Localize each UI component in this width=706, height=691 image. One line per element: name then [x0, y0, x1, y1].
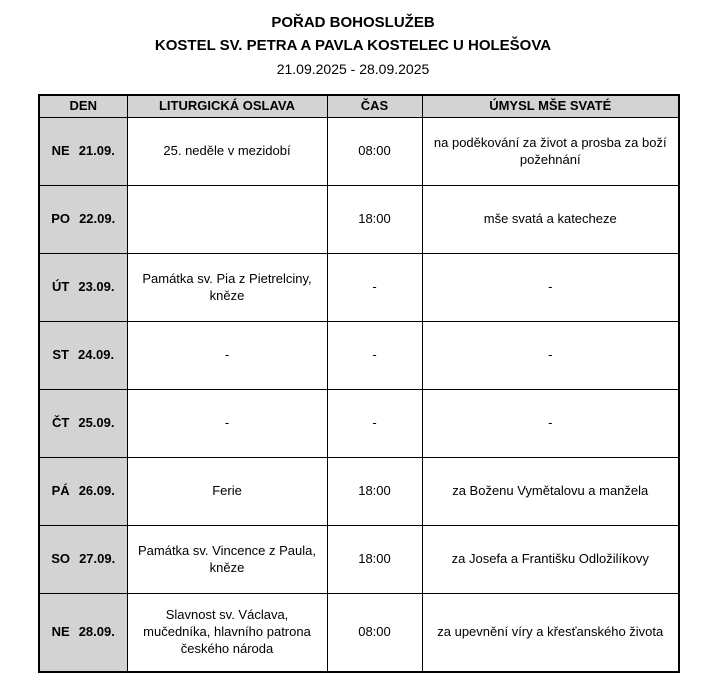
- day-abbrev: SO: [51, 551, 71, 567]
- intention-cell: za Josefa a Františku Odložilíkovy: [422, 526, 679, 594]
- day-abbrev: PÁ: [51, 483, 70, 499]
- day-cell: [39, 254, 127, 322]
- time-cell: -: [327, 322, 422, 390]
- time-cell: 18:00: [327, 186, 422, 254]
- day-cell: [39, 186, 127, 254]
- day-date: 24.09.: [77, 347, 115, 363]
- celebration-cell: [127, 186, 327, 254]
- day-abbrev: ST: [52, 347, 69, 363]
- page-title: POŘAD BOHOSLUŽEB: [271, 14, 435, 31]
- table-row-so-27: [39, 526, 679, 594]
- intention-cell: za Boženu Vymětalovu a manžela: [422, 458, 679, 526]
- day-date: 22.09.: [79, 211, 116, 227]
- time-cell: 18:00: [327, 526, 422, 594]
- table-row-ut-23: [39, 254, 679, 322]
- day-cell: [39, 118, 127, 186]
- celebration-cell: Památka sv. Vincence z Paula, kněze: [127, 526, 327, 594]
- intention-cell: -: [422, 322, 679, 390]
- day-cell: [39, 594, 127, 672]
- day-abbrev: PO: [51, 211, 71, 227]
- table-row-po-22: [39, 186, 679, 254]
- celebration-cell: Slavnost sv. Václava, mučedníka, hlavního patrona českého národa: [127, 594, 327, 672]
- day-abbrev: NE: [51, 623, 70, 639]
- column-header-cas: ČAS: [327, 95, 422, 118]
- table-row-ct-25: [39, 390, 679, 458]
- day-cell: [39, 458, 127, 526]
- day-date: 28.09.: [78, 623, 115, 639]
- table-row-st-24: [39, 322, 679, 390]
- time-cell: 08:00: [327, 118, 422, 186]
- date-range: 21.09.2025 - 28.09.2025: [276, 61, 430, 77]
- day-date: 26.09.: [78, 483, 115, 499]
- intention-cell: na poděkování za život a prosba za boží požehnání: [422, 118, 679, 186]
- day-date: 21.09.: [78, 143, 115, 159]
- schedule-table: [38, 94, 680, 673]
- intention-cell: mše svatá a katecheze: [422, 186, 679, 254]
- day-date: 23.09.: [78, 279, 115, 295]
- intention-cell: -: [422, 390, 679, 458]
- celebration-cell: Památka sv. Pia z Pietrelciny, kněze: [127, 254, 327, 322]
- table-row-pa-26: [39, 458, 679, 526]
- table-row-ne-28: [39, 594, 679, 672]
- intention-cell: -: [422, 254, 679, 322]
- day-abbrev: ÚT: [52, 279, 70, 295]
- day-date: 25.09.: [78, 415, 115, 431]
- celebration-cell: 25. neděle v mezidobí: [127, 118, 327, 186]
- day-date: 27.09.: [79, 551, 116, 567]
- celebration-cell: -: [127, 390, 327, 458]
- table-header-row: [39, 95, 679, 118]
- day-cell: [39, 526, 127, 594]
- column-header-liturgicka-oslava: LITURGICKÁ OSLAVA: [127, 95, 327, 118]
- church-name: KOSTEL SV. PETRA A PAVLA KOSTELEC U HOLEŠOVA: [154, 37, 552, 54]
- time-cell: -: [327, 390, 422, 458]
- day-cell: [39, 390, 127, 458]
- celebration-cell: Ferie: [127, 458, 327, 526]
- intention-cell: za upevnění víry a křesťanského života: [422, 594, 679, 672]
- time-cell: -: [327, 254, 422, 322]
- day-abbrev: ČT: [52, 415, 70, 431]
- day-abbrev: NE: [51, 143, 70, 159]
- day-cell: [39, 322, 127, 390]
- time-cell: 18:00: [327, 458, 422, 526]
- column-header-umysl: ÚMYSL MŠE SVATÉ: [422, 95, 679, 118]
- column-header-den: DEN: [39, 95, 127, 118]
- time-cell: 08:00: [327, 594, 422, 672]
- celebration-cell: -: [127, 322, 327, 390]
- table-row-ne-21: [39, 118, 679, 186]
- document-header: [0, 12, 706, 80]
